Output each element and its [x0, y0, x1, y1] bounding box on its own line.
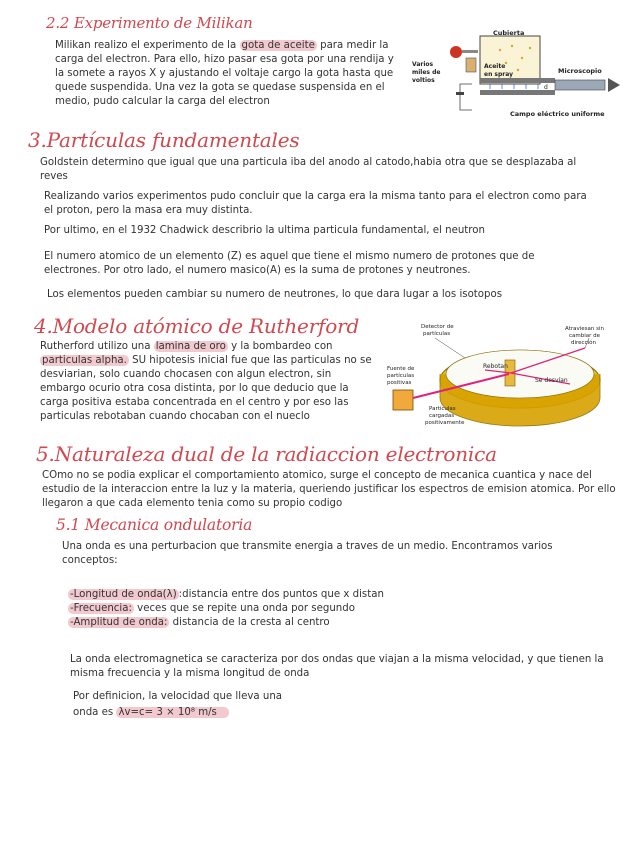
- section-title-rutherford: 4.Modelo atómico de Rutherford: [34, 314, 360, 338]
- label-d: d: [544, 84, 548, 91]
- upper-plate: [480, 78, 555, 83]
- label-cargadas-2: cargadas: [429, 413, 455, 419]
- mecanica-paragraph-4: onda es λv=c= 3 × 10⁸ m/s: [73, 706, 229, 720]
- list-item-amplitud: -Amplitud de onda: distancia de la cresta al centro: [70, 617, 330, 628]
- naturaleza-paragraph: COmo no se podia explicar el comportamiento atomico, surge el concepto de mecanica cuantica y nace del estudio de la interaccion entre la luz y la materia, queriendo justificar los espectros de emision atomica. Por ello llegaron a que cada elemento tenia como su propio codigo: [42, 470, 616, 509]
- label-desvian: Se desvían: [535, 377, 568, 384]
- label-cargadas-3: positivamente: [425, 420, 465, 426]
- list-item-longitud: -Longitud de onda(λ) :distancia entre dos puntos que x distan: [70, 589, 384, 600]
- list-item-frecuencia: -Frecuencia: veces que se repite una onda por segundo: [70, 603, 355, 614]
- spray-bulb: [450, 46, 462, 58]
- label-campo: Campo eléctrico uniforme: [510, 110, 605, 118]
- highlight-velocidad: λv=c= 3 × 10⁸ m/s: [116, 707, 228, 718]
- mecanica-paragraph-1: Una onda es una perturbacion que transmite energia a traves de un medio. Encontramos varios conceptos:: [62, 541, 553, 566]
- highlight-gota-aceite: gota de aceite: [241, 40, 315, 51]
- label-fuente-2: partículas: [387, 373, 415, 379]
- highlight-amplitud: -Amplitud de onda:: [70, 617, 168, 628]
- field-arrows: [490, 84, 538, 89]
- rutherford-paragraph: Rutherford utilizo una lamina de oro y la bombardeo con particulas alpha. SU hipotesis inicial fue que las particulas no se desviarian, solo cuando chocasen con algun electron, sin embargo ocurio otra cosa distinta, por lo que deducio que la carga positiva estaba concentrada en el centro y por eso las particulas rebotaban cuando chocaban con el nueclo: [40, 341, 372, 422]
- label-aceite-2: en spray: [484, 71, 514, 78]
- label-fuente-3: positivas: [387, 380, 412, 386]
- label-cubierta: Cubierta: [493, 29, 525, 37]
- label-fuente-1: Fuente de: [387, 366, 415, 372]
- highlight-frecuencia: -Frecuencia:: [70, 603, 132, 614]
- mecanica-paragraph-3: Por definicion, la velocidad que lleva una: [73, 691, 283, 702]
- label-detector-1: Detector de: [421, 324, 454, 330]
- label-varios-2: miles de: [412, 69, 441, 76]
- microscope-tube: [555, 80, 605, 90]
- particulas-paragraph-5: Los elementos pueden cambiar su numero de neutrones, lo que dara lugar a los isotopos: [47, 289, 503, 300]
- section-title-mecanica: 5.1 Mecanica ondulatoria: [56, 516, 253, 534]
- highlight-lamina-oro: lamina de oro: [155, 341, 226, 352]
- section-title-naturaleza-dual: 5.Naturaleza dual de la radiaccion electronica: [36, 442, 497, 466]
- section-title-particulas: 3.Partículas fundamentales: [28, 128, 300, 152]
- particulas-paragraph-3: Por ultimo, en el 1932 Chadwick describrio la ultima particula fundamental, el neutron: [44, 225, 485, 236]
- label-microscopio: Microscopio: [558, 67, 602, 75]
- label-detector-2: partículas: [423, 331, 451, 337]
- milikan-diagram: [410, 28, 628, 120]
- particle-source: [393, 390, 413, 410]
- milikan-paragraph: Milikan realizo el experimento de la gota de aceite para medir la carga del electron. Para ello, hizo pasar esa gota por una rendija y la somete a rayos X y ajustando el voltaje cargo la gota hasta que quede suspendida. Una vez la gota se quedase suspensida en el medio, pudo calcular la carga del electron: [55, 40, 394, 107]
- particulas-paragraph-2: Realizando varios experimentos pudo concluir que la carga era la misma tanto para el electron como para el proton, pero la masa era muy distinta.: [44, 191, 587, 216]
- particulas-paragraph-1: Goldstein determino que igual que una particula iba del anodo al catodo,habia otra que se desplazaba al reves: [40, 157, 577, 182]
- rutherford-diagram: [385, 318, 625, 430]
- label-atraviesan-3: dirección: [571, 340, 596, 346]
- label-varios-1: Varios: [412, 61, 434, 68]
- section-title-milikan: 2.2 Experimento de Milikan: [46, 14, 253, 32]
- label-rebotan: Rebotan: [483, 363, 508, 370]
- label-cargadas-1: Partículas: [429, 406, 456, 412]
- highlight-particulas-alpha: particulas alpha.: [42, 355, 127, 366]
- label-atraviesan-1: Atraviesan sin: [565, 326, 604, 332]
- label-atraviesan-2: cambiar de: [569, 333, 601, 339]
- highlight-longitud: -Longitud de onda(λ): [70, 589, 177, 600]
- label-aceite-1: Aceite: [484, 63, 506, 70]
- label-varios-3: voltios: [412, 77, 435, 84]
- mecanica-paragraph-2: La onda electromagnetica se caracteriza por dos ondas que viajan a la misma velocidad, y que tienen la misma frecuencia y la misma longitud de onda: [70, 654, 604, 679]
- particulas-paragraph-4: El numero atomico de un elemento (Z) es aquel que tiene el mismo numero de protones que de electrones. Por otro lado, el numero masico(A) es la suma de protones y neutrones.: [44, 251, 535, 276]
